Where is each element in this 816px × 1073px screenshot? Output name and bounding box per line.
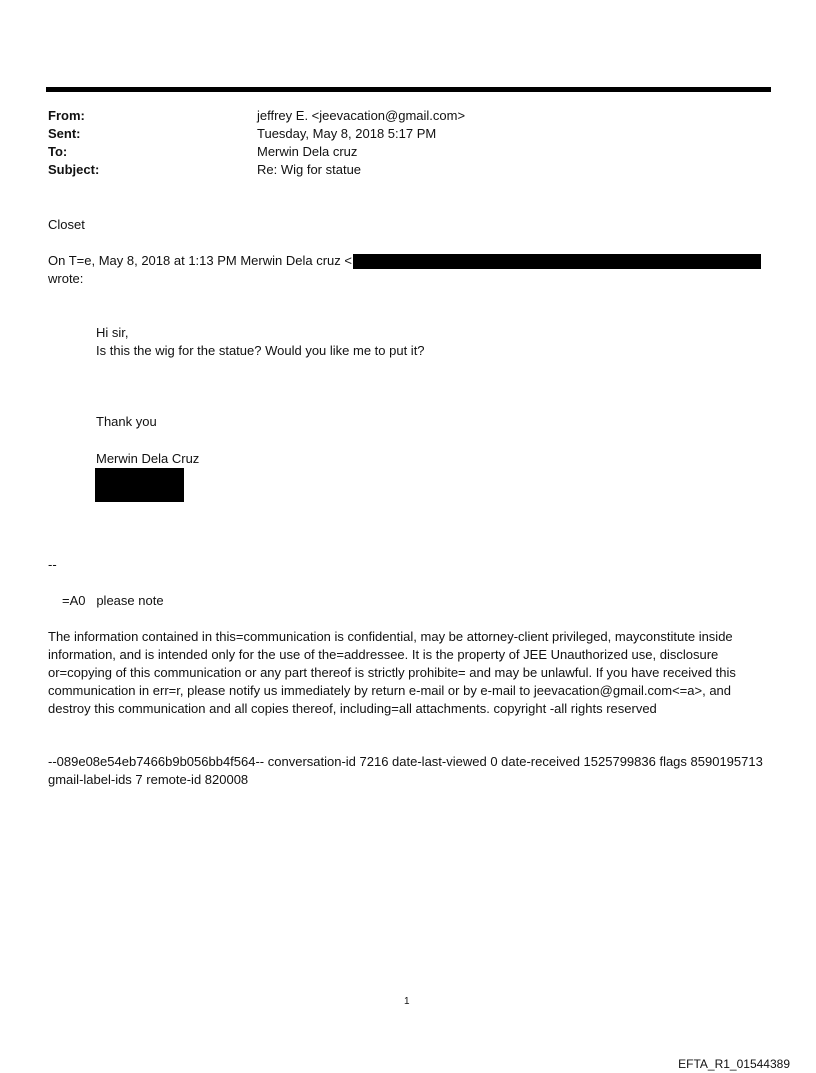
confidentiality-disclaimer: The information contained in this=communication is confidential, may be attorney-client privileged, mayconstitute inside information, and is intended only for the use of the=addressee. It is the property of JEE Unauthorized use, disclosure or=copying of this communication or any part thereof is strictly prohibite= and may be unlawful. If you have received this communication in err=r, please notify us immediately by return e-mail or by e-mail to jeevacation@gmail.com<=a>, and destroy this communication and all copies thereof, including=all attachments. copyright -all rights reserved [48,629,736,716]
quote-intro: On T=e, May 8, 2018 at 1:13 PM Merwin Dela cruz < [48,253,352,268]
quoted-greeting: Hi sir, [96,325,129,340]
subject-value: Re: Wig for statue [257,162,362,177]
to-label: To: [48,144,68,159]
quote-wrote: wrote: [48,271,84,286]
redaction-signature [95,468,184,502]
from-value: jeffrey E. <jeevacation@gmail.com> [257,108,466,123]
please-note: =A0 please note [62,593,164,608]
quoted-thanks: Thank you [96,414,157,429]
page-number: 1 [404,996,410,1007]
footer-separator: -- [48,557,57,572]
sent-label: Sent: [48,126,81,141]
quoted-signature: Merwin Dela Cruz [96,451,200,466]
quoted-question: Is this the wig for the statue? Would you like me to put it? [96,343,425,358]
message-metadata: --089e08e54eb7466b9b056bb4f564-- conversation-id 7216 date-last-viewed 0 date-received 1525799836 flags 8590195713 gmail-label-ids 7 remote-id 820008 [48,754,763,787]
header-rule [46,87,771,92]
reply-text: Closet [48,217,85,232]
bates-number: EFTA_R1_01544389 [678,1057,790,1071]
redaction-email [353,254,761,269]
to-value: Merwin Dela cruz [257,144,358,159]
from-label: From: [48,108,85,123]
subject-label: Subject: [48,162,100,177]
sent-value: Tuesday, May 8, 2018 5:17 PM [257,126,437,141]
